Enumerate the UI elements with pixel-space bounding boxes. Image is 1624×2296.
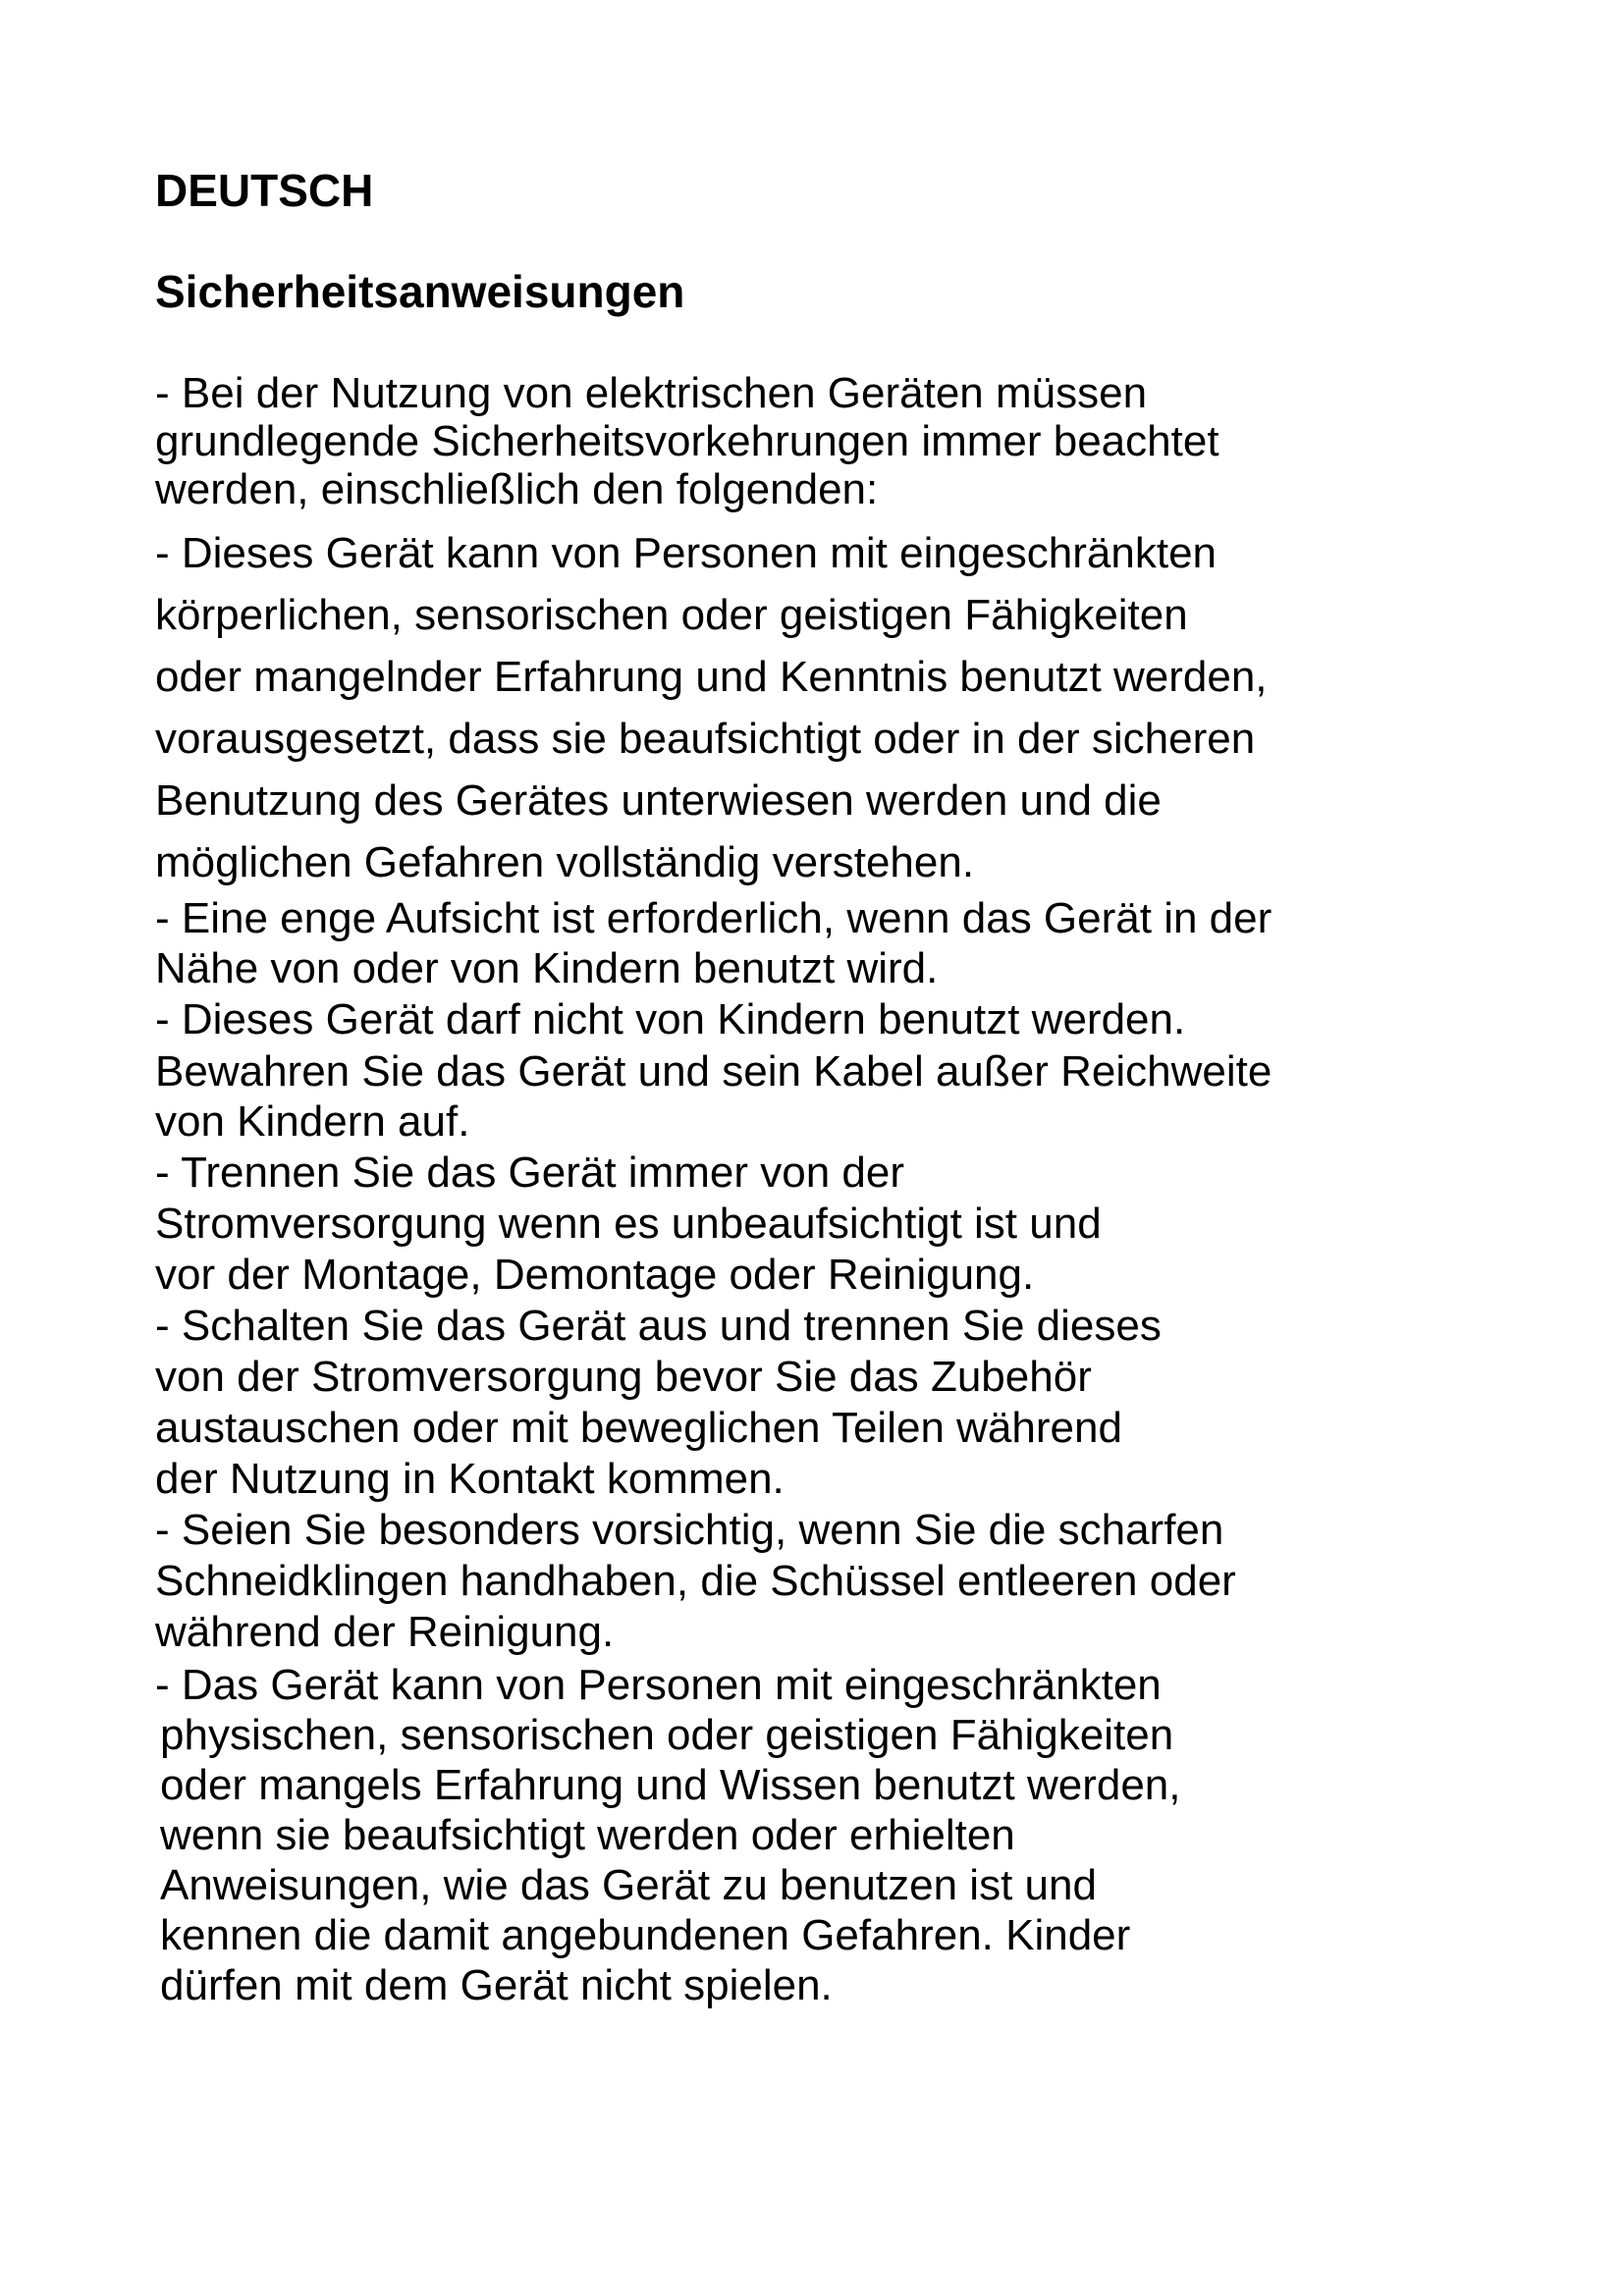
text-line: Bewahren Sie das Gerät und sein Kabel außer Reichweite: [155, 1047, 1272, 1095]
text-line: wenn sie beaufsichtigt werden oder erhielten: [160, 1811, 1015, 1859]
text-line: während der Reinigung.: [155, 1608, 615, 1656]
text-line: oder mangels Erfahrung und Wissen benutzt werden,: [160, 1761, 1181, 1809]
text-line: physischen, sensorischen oder geistigen Fähigkeiten: [160, 1711, 1174, 1759]
language-heading: DEUTSCH: [155, 165, 374, 216]
text-line: - Das Gerät kann von Personen mit eingeschränkten: [155, 1661, 1162, 1709]
text-line: - Eine enge Aufsicht ist erforderlich, wenn das Gerät in der: [155, 894, 1272, 942]
text-line: - Trennen Sie das Gerät immer von der: [155, 1148, 904, 1197]
text-line: vorausgesetzt, dass sie beaufsichtigt oder in der sicheren: [155, 715, 1256, 763]
text-line: Anweisungen, wie das Gerät zu benutzen ist und: [160, 1861, 1097, 1909]
text-line: austauschen oder mit beweglichen Teilen während: [155, 1404, 1122, 1452]
text-line: Benutzung des Gerätes unterwiesen werden und die: [155, 776, 1162, 825]
section-heading: Sicherheitsanweisungen: [155, 266, 685, 317]
text-line: körperlichen, sensorischen oder geistigen Fähigkeiten: [155, 591, 1188, 639]
text-line: oder mangelnder Erfahrung und Kenntnis benutzt werden,: [155, 653, 1268, 701]
text-line: - Dieses Gerät kann von Personen mit eingeschränkten: [155, 529, 1218, 577]
text-line: Schneidklingen handhaben, die Schüssel entleeren oder: [155, 1557, 1236, 1605]
text-line: - Schalten Sie das Gerät aus und trennen Sie dieses: [155, 1302, 1162, 1350]
text-line: kennen die damit angebundenen Gefahren. Kinder: [160, 1911, 1131, 1959]
text-line: - Seien Sie besonders vorsichtig, wenn Sie die scharfen: [155, 1506, 1224, 1554]
text-line: möglichen Gefahren vollständig verstehen.: [155, 838, 975, 886]
text-line: Stromversorgung wenn es unbeaufsichtigt ist und: [155, 1200, 1102, 1248]
text-line: von der Stromversorgung bevor Sie das Zubehör: [155, 1353, 1092, 1401]
text-line: werden, einschließlich den folgenden:: [155, 465, 879, 513]
text-line: dürfen mit dem Gerät nicht spielen.: [160, 1961, 833, 2009]
text-line: vor der Montage, Demontage oder Reinigung.: [155, 1251, 1035, 1299]
text-line: Nähe von oder von Kindern benutzt wird.: [155, 944, 939, 992]
text-line: der Nutzung in Kontakt kommen.: [155, 1455, 785, 1503]
text-line: von Kindern auf.: [155, 1097, 470, 1146]
text-line: - Bei der Nutzung von elektrischen Geräten müssen: [155, 369, 1148, 417]
text-line: - Dieses Gerät darf nicht von Kindern benutzt werden.: [155, 995, 1186, 1043]
text-line: grundlegende Sicherheitsvorkehrungen immer beachtet: [155, 417, 1219, 465]
